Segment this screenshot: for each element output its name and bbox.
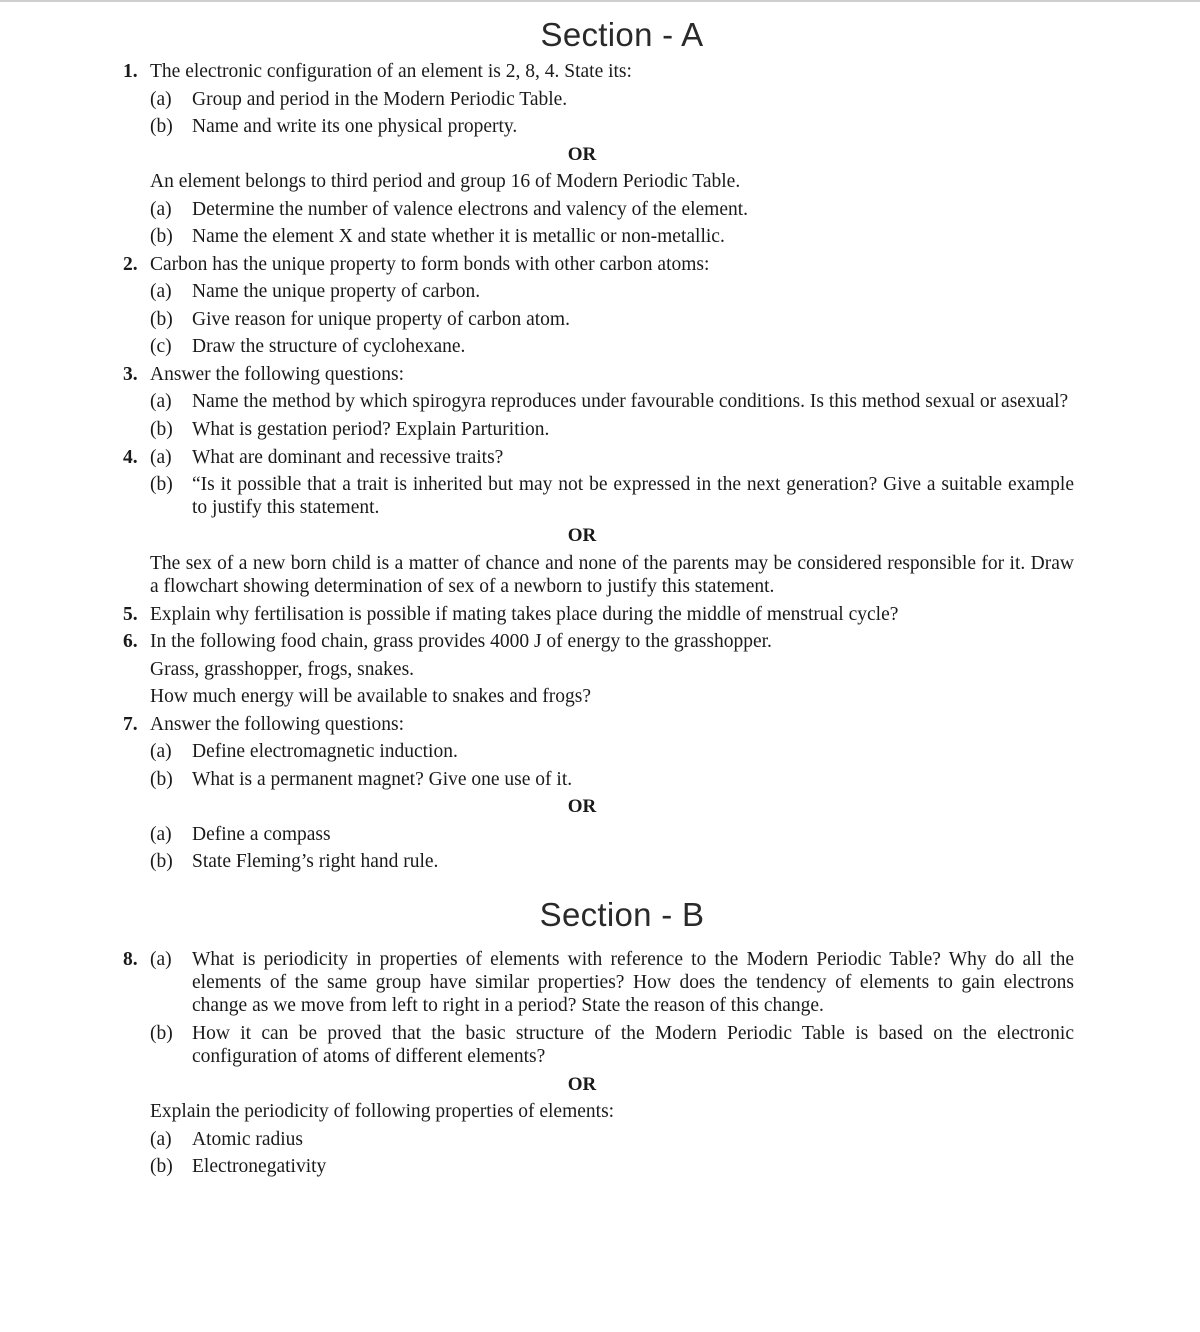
or-divider: OR: [567, 143, 597, 165]
question-8b: [0, 1020, 1200, 1071]
question-6-prompt: How much energy will be available to snakes and frogs?: [150, 686, 591, 707]
option-text: How it can be proved that the basic structure of the Modern Periodic Table is based on the electronic configuration of atoms of different elements?: [192, 1022, 1074, 1067]
question-8a: [0, 946, 1200, 1020]
section-b-title: Section - B: [539, 895, 705, 933]
question-number: 4.: [123, 446, 138, 468]
option-label: (a): [150, 823, 172, 845]
option-text: Define electromagnetic induction.: [192, 741, 458, 762]
question-1-alternative: An element belongs to third period and group 16 of Modern Periodic Table.: [150, 171, 741, 192]
section-a-title: Section - A: [540, 16, 704, 53]
question-4a: [0, 444, 1200, 472]
question-5: [0, 601, 1200, 629]
option-text: What is periodicity in properties of elements with reference to the Modern Periodic Table? Why do all the elements of the same group have similar properties? How does the tendency of elements to gain electrons change as we move from left to right in a period? State the reason of this change.: [192, 948, 1074, 1016]
question-1a: [0, 86, 1200, 114]
question-1-alt-b: [0, 223, 1200, 251]
option-text: Name the unique property of carbon.: [192, 281, 481, 302]
option-label: (b): [150, 474, 173, 495]
option-label: (a): [150, 741, 172, 762]
option-label: (b): [150, 308, 173, 330]
question-number: 1.: [123, 61, 138, 82]
question-number: 2.: [123, 253, 138, 275]
option-text: “Is it possible that a trait is inherited but may not be expressed in the next generation? Give a suitable example to justify this statement.: [192, 474, 1074, 518]
food-chain-line: Grass, grasshopper, frogs, snakes.: [150, 658, 415, 680]
option-text: State Fleming’s right hand rule.: [192, 851, 439, 872]
option-label: (b): [150, 851, 173, 872]
option-label: (b): [150, 116, 173, 137]
question-8-alternative: Explain the periodicity of following properties of elements:: [150, 1101, 615, 1122]
question-4b: [0, 471, 1200, 522]
question-8-alt-b: [0, 1153, 1200, 1181]
question-number: 8.: [123, 948, 138, 970]
option-text: Name the element X and state whether it is metallic or non-metallic.: [192, 226, 725, 247]
question-number: 3.: [123, 363, 138, 385]
option-text: Atomic radius: [192, 1128, 304, 1150]
option-text: Give reason for unique property of carbon atom.: [192, 308, 570, 330]
option-text: What is gestation period? Explain Parturition.: [192, 419, 550, 440]
option-label: (b): [150, 226, 173, 247]
question-text: Answer the following questions:: [150, 363, 405, 385]
option-text: What is a permanent magnet? Give one use of it.: [192, 768, 573, 790]
question-4-alternative: The sex of a new born child is a matter of chance and none of the parents may be considered responsible for it. Draw a flowchart showing determination of sex of a newborn to justify this statement.: [150, 552, 1074, 597]
option-label: (a): [150, 281, 172, 302]
option-label: (b): [150, 768, 173, 790]
option-label: (b): [150, 1156, 173, 1177]
or-divider: OR: [567, 525, 597, 546]
question-text: Carbon has the unique property to form bonds with other carbon atoms:: [150, 253, 710, 275]
option-text: Group and period in the Modern Periodic Table.: [192, 88, 568, 110]
question-7b: [0, 766, 1200, 794]
question-6: [0, 628, 1200, 656]
question-2: [0, 251, 1200, 279]
question-1b: [0, 113, 1200, 141]
question-1: [0, 58, 1200, 86]
option-text: Determine the number of valence electrons and valency of the element.: [192, 198, 749, 220]
question-text: Answer the following questions:: [150, 713, 405, 735]
question-7a: [0, 738, 1200, 766]
question-number: 6.: [123, 631, 138, 652]
question-7-alt-a: [0, 821, 1200, 849]
question-3b: [0, 416, 1200, 444]
question-2c: [0, 333, 1200, 361]
option-text: Name the method by which spirogyra reproduces under favourable conditions. Is this method sexual or asexual?: [192, 391, 1069, 412]
option-text: Electronegativity: [192, 1156, 327, 1177]
or-divider: OR: [567, 796, 597, 817]
question-3: [0, 361, 1200, 389]
or-divider: OR: [567, 1073, 597, 1095]
question-1-alt-a: [0, 196, 1200, 224]
option-label: (a): [150, 948, 172, 970]
option-label: (a): [150, 391, 172, 412]
option-label: (a): [150, 1128, 172, 1150]
option-label: (a): [150, 88, 172, 110]
option-label: (c): [150, 336, 172, 357]
option-label: (a): [150, 198, 172, 220]
option-label: (b): [150, 1022, 173, 1044]
option-label: (b): [150, 419, 173, 440]
question-7-alt-b: [0, 848, 1200, 876]
question-number: 5.: [123, 603, 138, 625]
option-text: What are dominant and recessive traits?: [192, 446, 504, 468]
option-label: (a): [150, 446, 172, 468]
question-3a: [0, 388, 1200, 416]
option-text: Draw the structure of cyclohexane.: [192, 336, 466, 357]
question-2b: [0, 306, 1200, 334]
question-number: 7.: [123, 713, 138, 735]
option-text: Define a compass: [192, 823, 331, 845]
question-7: [0, 711, 1200, 739]
question-text: In the following food chain, grass provides 4000 J of energy to the grasshopper.: [150, 631, 772, 652]
question-8-alt-a: [0, 1126, 1200, 1154]
question-text: The electronic configuration of an element is 2, 8, 4. State its:: [150, 61, 632, 82]
question-2a: [0, 278, 1200, 306]
question-text: Explain why fertilisation is possible if mating takes place during the middle of menstrual cycle?: [150, 603, 899, 625]
option-text: Name and write its one physical property.: [192, 116, 518, 137]
